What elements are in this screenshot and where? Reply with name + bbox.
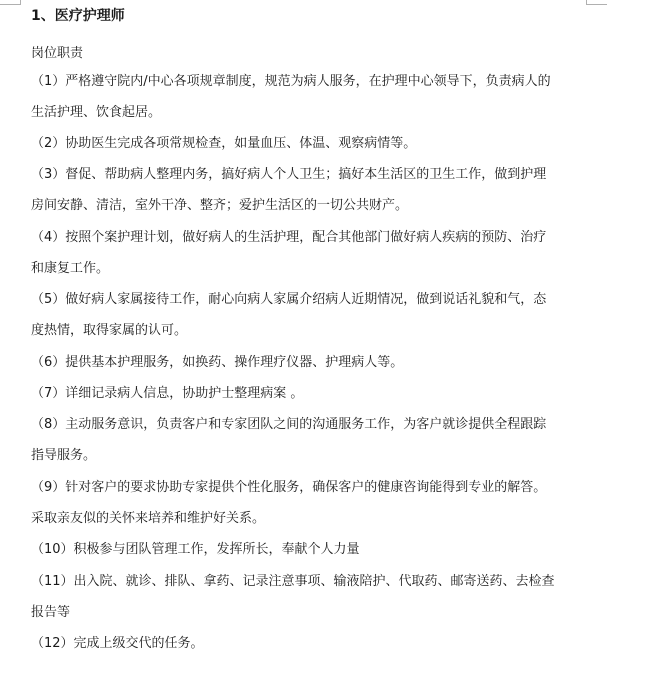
duty-line: （11）出入院、就诊、排队、拿药、记录注意事项、输液陪护、代取药、邮寄送药、去检查 <box>31 574 555 589</box>
section-title: 岗位职责 <box>31 46 84 61</box>
duty-item <box>31 566 591 628</box>
document-heading: 1、医疗护理师 <box>31 8 125 24</box>
duty-line: （6）提供基本护理服务，如换药、操作理疗仪器、护理病人等。 <box>31 355 404 370</box>
duty-line: 生活护理、饮食起居。 <box>31 105 162 120</box>
duty-item <box>31 628 591 659</box>
duty-line: （4）按照个案护理计划，做好病人的生活护理，配合其他部门做好病人疾病的预防、治疗 <box>31 230 547 245</box>
duty-item <box>31 66 591 128</box>
duty-line: 和康复工作。 <box>31 261 110 276</box>
duty-line: 房间安静、清洁，室外干净、整齐；爱护生活区的一切公共财产。 <box>31 198 409 213</box>
duty-item <box>31 222 591 284</box>
duty-line: （5）做好病人家属接待工作，耐心向病人家属介绍病人近期情况，做到说话礼貌和气，态 <box>31 292 547 307</box>
duty-item <box>31 409 591 471</box>
duty-line: （8）主动服务意识，负责客户和专家团队之间的沟通服务工作，为客户就诊提供全程跟踪 <box>31 417 547 432</box>
duty-line: （2）协助医生完成各项常规检查，如量血压、体温、观察病情等。 <box>31 136 417 151</box>
duty-item <box>31 284 591 346</box>
duty-line: （9）针对客户的要求协助专家提供个性化服务，确保客户的健康咨询能得到专业的解答。 <box>31 480 547 495</box>
duty-item <box>31 534 591 565</box>
duty-item <box>31 472 591 534</box>
duty-item <box>31 159 591 221</box>
duty-line: 报告等 <box>31 605 71 620</box>
duty-item <box>31 128 591 159</box>
duty-line: 采取亲友似的关怀来培养和维护好关系。 <box>31 511 266 526</box>
duty-line: 指导服务。 <box>31 448 97 463</box>
duty-line: （1）严格遵守院内/中心各项规章制度，规范为病人服务，在护理中心领导下，负责病人的 <box>31 74 551 89</box>
duty-line: 度热情，取得家属的认可。 <box>31 323 188 338</box>
duty-line: （10）积极参与团队管理工作，发挥所长，奉献个人力量 <box>31 542 360 557</box>
duty-line: （12）完成上级交代的任务。 <box>31 636 204 651</box>
page-corner-mark-left <box>0 0 21 5</box>
page-corner-mark-right <box>586 0 607 5</box>
duty-item <box>31 347 591 378</box>
duty-line: （7）详细记录病人信息，协助护士整理病案 。 <box>31 386 304 401</box>
duty-line: （3）督促、帮助病人整理内务，搞好病人个人卫生；搞好本生活区的卫生工作，做到护理 <box>31 167 547 182</box>
duty-item <box>31 378 591 409</box>
